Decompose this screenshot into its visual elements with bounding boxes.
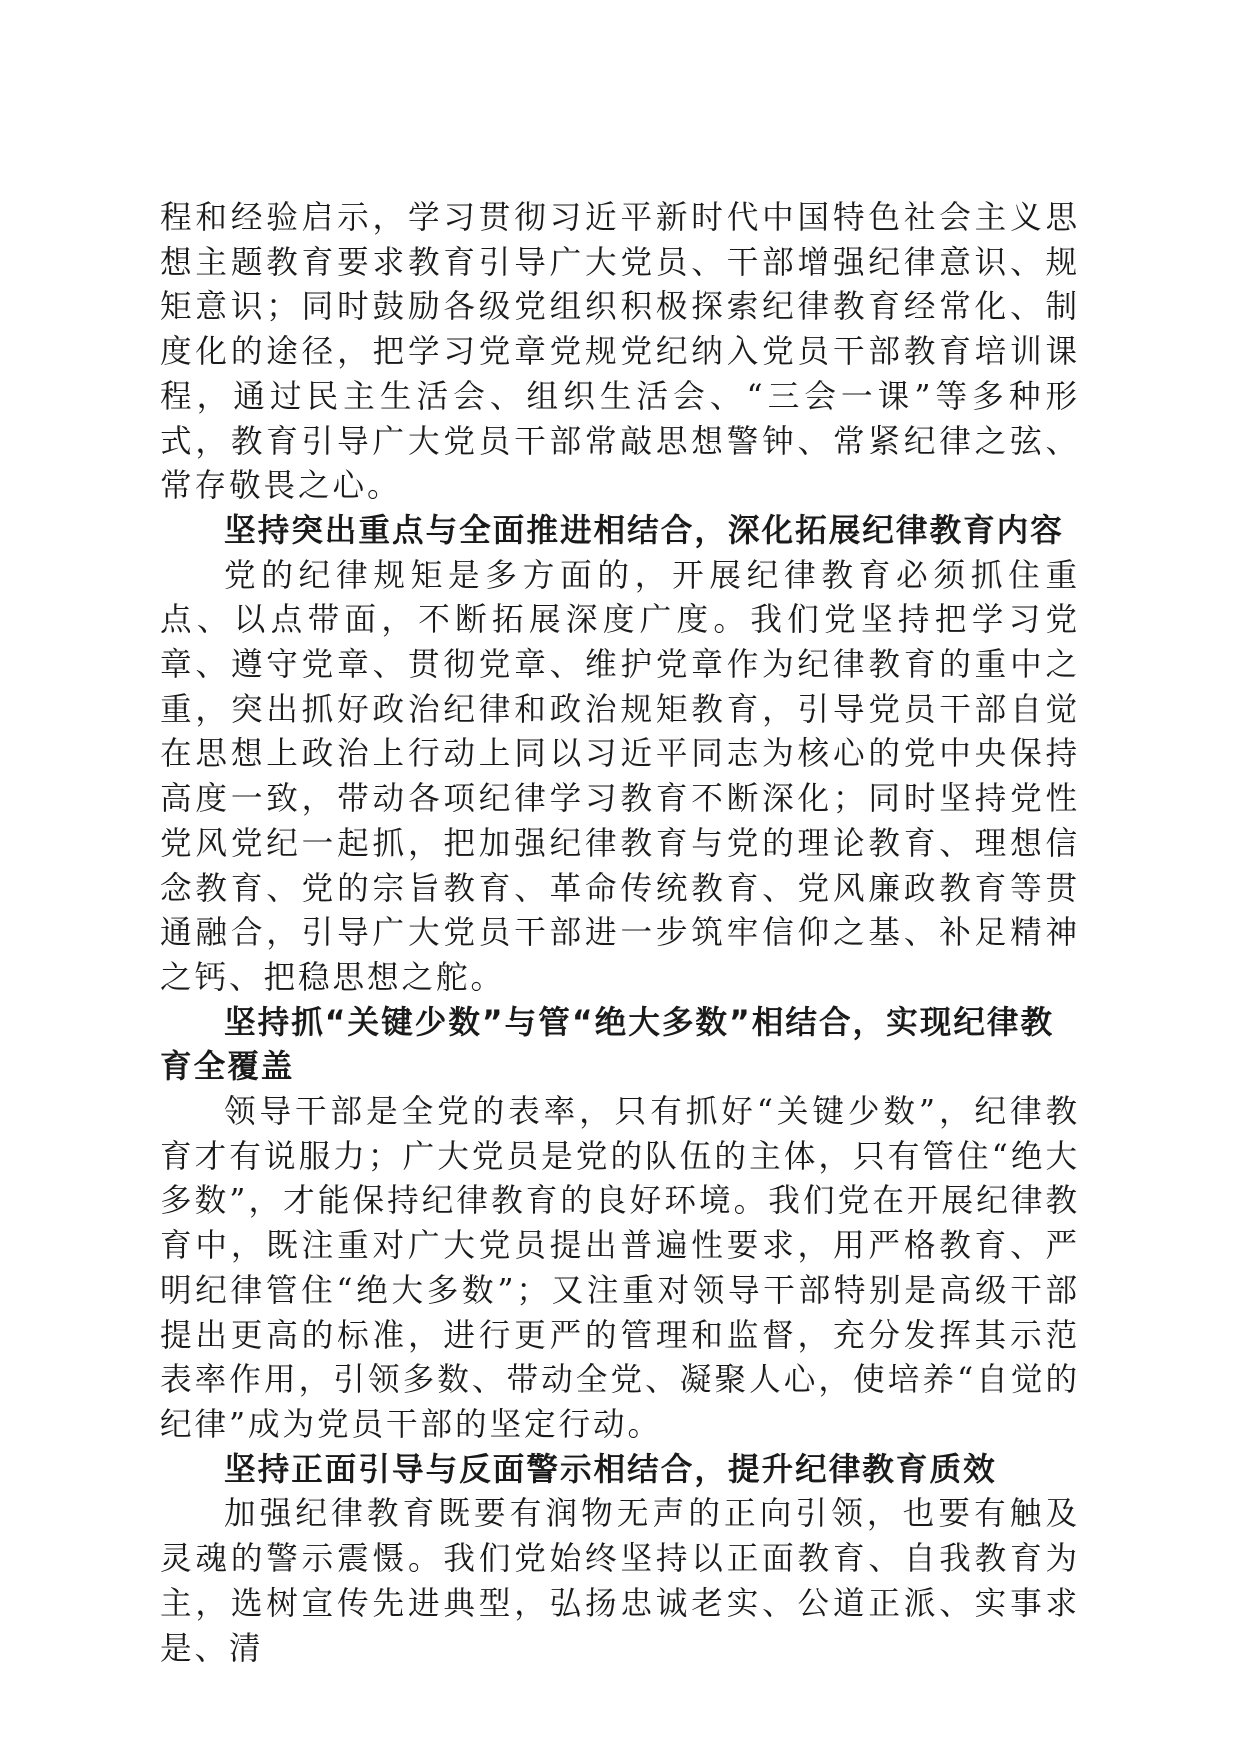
paragraph-3: 加强纪律教育既要有润物无声的正向引领，也要有触及灵魂的警示震慑。我们党始终坚持以正面教育、自我教育为主，选树宣传先进典型，弘扬忠诚老实、公道正派、实事求是、清 bbox=[160, 1496, 1080, 1667]
section-heading-1: 坚持突出重点与全面推进相结合，深化拓展纪律教育内容 bbox=[224, 512, 1064, 549]
paragraph-2: 领导干部是全党的表率，只有抓好“关键少数”，纪律教育才有说服力；广大党员是党的队伍的主体，只有管住“绝大多数”，才能保持纪律教育的良好环境。我们党在开展纪律教育中，既注重对广大党员提出普遍性要求，用严格教育、严明纪律管住“绝大多数”；又注重对领导干部特别是高级干部提出更高的标准，进行更严的管理和监督，充分发挥其示范表率作用，引领多数、带动全党、凝聚人心，使培养“自觉的纪律”成为党员干部的坚定行动。 bbox=[160, 1094, 1080, 1443]
paragraph-1: 党的纪律规矩是多方面的，开展纪律教育必须抓住重点、以点带面，不断拓展深度广度。我们党坚持把学习党章、遵守党章、贯彻党章、维护党章作为纪律教育的重中之重，突出抓好政治纪律和政治规矩教育，引导党员干部自觉在思想上政治上行动上同以习近平同志为核心的党中央保持高度一致，带动各项纪律学习教育不断深化；同时坚持党性党风党纪一起抓，把加强纪律教育与党的理论教育、理想信念教育、党的宗旨教育、革命传统教育、党风廉政教育等贯通融合，引导广大党员干部进一步筑牢信仰之基、补足精神之钙、把稳思想之舵。 bbox=[160, 557, 1080, 996]
document-page bbox=[160, 196, 1080, 1671]
section-heading-2: 坚持抓“关键少数”与管“绝大多数”相结合，实现纪律教育全覆盖 bbox=[160, 1004, 1055, 1086]
paragraph-intro: 程和经验启示，学习贯彻习近平新时代中国特色社会主义思想主题教育要求教育引导广大党员、干部增强纪律意识、规矩意识；同时鼓励各级党组织积极探索纪律教育经常化、制度化的途径，把学习党章党规党纪纳入党员干部教育培训课程，通过民主生活会、组织生活会、“三会一课”等多种形式，教育引导广大党员干部常敲思想警钟、常紧纪律之弦、常存敬畏之心。 bbox=[160, 200, 1080, 505]
section-heading-3: 坚持正面引导与反面警示相结合，提升纪律教育质效 bbox=[224, 1451, 997, 1488]
